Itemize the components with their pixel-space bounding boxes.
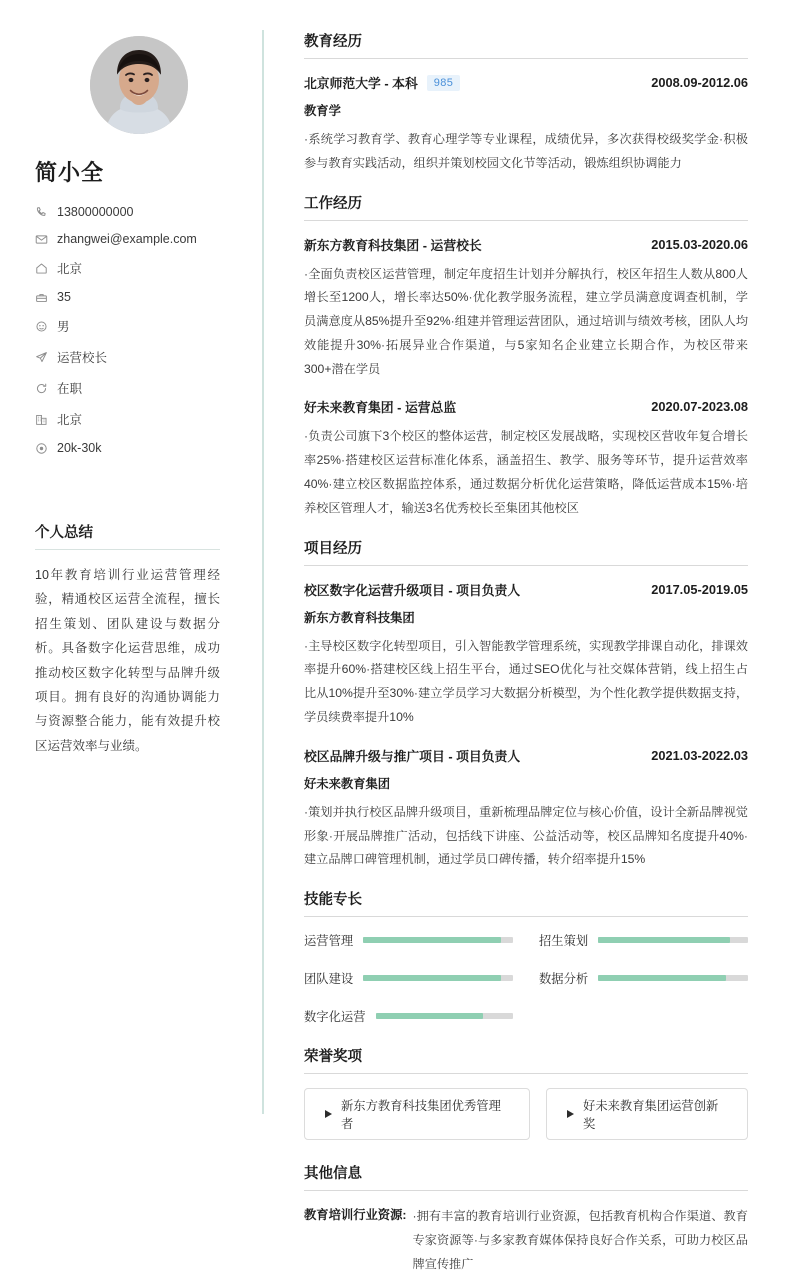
awards-section bbox=[304, 1045, 748, 1140]
education-title: 教育经历 bbox=[304, 30, 748, 59]
project-entry bbox=[304, 746, 748, 872]
contact-list bbox=[35, 205, 242, 455]
education-entry bbox=[304, 73, 748, 176]
person-name: 简小全 bbox=[35, 160, 105, 185]
avatar bbox=[90, 36, 188, 134]
contact-value: 北京 bbox=[57, 262, 83, 276]
building-icon bbox=[35, 413, 53, 426]
award-label: 好未来教育集团运营创新奖 bbox=[583, 1099, 719, 1132]
education-date: 2008.09-2012.06 bbox=[651, 75, 748, 90]
skill-track bbox=[598, 975, 748, 981]
other-text: ·拥有丰富的教育培训行业资源，包括教育机构合作渠道、教育专家资源等·与多家教育媒体保持良好合作关系，可助力校区品牌宣传推广 bbox=[412, 1209, 748, 1271]
contact-position bbox=[35, 348, 242, 366]
other-section bbox=[304, 1162, 748, 1276]
other-row bbox=[304, 1205, 748, 1276]
other-label: 教育培训行业资源: bbox=[304, 1208, 407, 1223]
skills-section bbox=[304, 888, 748, 1025]
contact-salary bbox=[35, 441, 242, 455]
envelope-icon bbox=[35, 233, 53, 246]
triangle-icon bbox=[325, 1110, 332, 1118]
skill-label: 团队建设 bbox=[304, 972, 354, 987]
skill-fill bbox=[598, 937, 730, 943]
contact-email bbox=[35, 232, 242, 246]
contact-value: 13800000000 bbox=[57, 205, 134, 219]
other-title: 其他信息 bbox=[304, 1162, 748, 1191]
skill-fill bbox=[363, 937, 501, 943]
triangle-icon bbox=[567, 1110, 574, 1118]
skill-label: 数字化运营 bbox=[304, 1010, 366, 1025]
skill-label: 数据分析 bbox=[539, 972, 589, 987]
paper-plane-icon bbox=[35, 351, 53, 364]
work-entry-head bbox=[304, 235, 748, 254]
work-entry-head bbox=[304, 397, 748, 416]
projects-title: 项目经历 bbox=[304, 537, 748, 566]
skills-title: 技能专长 bbox=[304, 888, 748, 917]
project-entry-head bbox=[304, 746, 748, 765]
work-date: 2015.03-2020.06 bbox=[651, 236, 748, 252]
project-entry bbox=[304, 580, 748, 730]
project-org: 好未来教育集团 bbox=[304, 776, 391, 791]
education-entry-head bbox=[304, 73, 748, 92]
contact-value: 35 bbox=[57, 290, 71, 304]
skill-fill bbox=[376, 1013, 483, 1019]
skill-track bbox=[598, 937, 748, 943]
summary-text: 10年教育培训行业运营管理经验，精通校区运营全流程，擅长招生策划、团队建设与数据分析。具备数字化运营思维，成功推动校区数字化转型与品牌升级项目。拥有良好的沟通协调能力与资源整合能力，能有效提升校区运营效率与业绩。 bbox=[35, 568, 220, 753]
project-name: 校区数字化运营升级项目 - 项目负责人 bbox=[304, 582, 521, 598]
contact-value: 北京 bbox=[57, 413, 83, 427]
skill-item bbox=[539, 969, 748, 987]
project-desc: ·主导校区数字化转型项目，引入智能教学管理系统，实现教学排课自动化，排课效率提升60%·搭建校区线上招生平台，通过SEO优化与社交媒体营销，线上招生占比从10%提升至30%·建立学员学习大数据分析模型，为个性化教学提供数据支持，学员续费率提升10% bbox=[304, 638, 748, 724]
award-item[interactable] bbox=[546, 1088, 748, 1140]
education-desc: ·系统学习教育学、教育心理学等专业课程，成绩优异，多次获得校级奖学金·积极参与教育实践活动，组织并策划校园文化节等活动，锻炼组织协调能力 bbox=[304, 132, 748, 170]
face-icon bbox=[35, 320, 53, 333]
contact-value: 20k-30k bbox=[57, 441, 102, 455]
contact-value: 男 bbox=[57, 320, 70, 334]
project-desc: ·策划并执行校区品牌升级项目，重新梳理品牌定位与核心价值，设计全新品牌视觉形象·开展品牌推广活动，包括线下讲座、公益活动等，校区品牌知名度提升40%·建立品牌口碑管理机制，通过学员口碑传播，转介绍率提升15% bbox=[304, 804, 748, 867]
skill-label: 招生策划 bbox=[539, 934, 589, 949]
project-name: 校区品牌升级与推广项目 - 项目负责人 bbox=[304, 748, 521, 764]
skill-item bbox=[539, 931, 748, 949]
briefcase-icon bbox=[35, 291, 53, 304]
project-org: 新东方教育科技集团 bbox=[304, 610, 415, 625]
work-desc: ·负责公司旗下3个校区的整体运营，制定校区发展战略，实现校区营收年复合增长率25%·搭建校区运营标准化体系，涵盖招生、教学、服务等环节，提升运营效率40%·建立校区数据监控体系，通过数据分析优化运营策略，降低运营成本15%·培养校区管理人才，输送3名优秀校长至集团其他校区 bbox=[304, 429, 748, 515]
work-desc: ·全面负责校区运营管理，制定年度招生计划并分解执行，校区年招生人数从800人增长至1200人，增长率达50%·优化教学服务流程，建立学员满意度调查机制，学员满意度从85%提升至92%·组建并管理运营团队，通过培训与绩效考核，团队人均效能提升30%·拓展异业合作渠道，与5家知名企业建立长期合作，为校区带来300+潜在学员 bbox=[304, 266, 748, 376]
skill-track bbox=[376, 1013, 514, 1019]
education-major: 教育学 bbox=[304, 104, 341, 118]
work-title: 工作经历 bbox=[304, 192, 748, 221]
education-school: 北京师范大学 - 本科 bbox=[304, 76, 418, 91]
contact-status bbox=[35, 379, 242, 397]
education-badge: 985 bbox=[427, 75, 461, 91]
work-section bbox=[304, 192, 748, 521]
project-date: 2021.03-2022.03 bbox=[651, 747, 748, 763]
award-row bbox=[304, 1088, 748, 1140]
contact-city bbox=[35, 410, 242, 428]
skill-grid bbox=[304, 931, 748, 1025]
main-content bbox=[264, 0, 794, 1271]
avatar-wrap bbox=[35, 36, 242, 134]
contact-value: 运营校长 bbox=[57, 351, 108, 365]
work-entry bbox=[304, 397, 748, 520]
contact-value: zhangwei@example.com bbox=[57, 232, 197, 246]
work-company: 好未来教育集团 - 运营总监 bbox=[304, 400, 457, 416]
work-entry bbox=[304, 235, 748, 382]
contact-age bbox=[35, 290, 242, 304]
contact-location bbox=[35, 259, 242, 277]
skill-label: 运营管理 bbox=[304, 934, 354, 949]
refresh-icon bbox=[35, 382, 53, 395]
award-label: 新东方教育科技集团优秀管理者 bbox=[341, 1099, 501, 1132]
skill-fill bbox=[598, 975, 725, 981]
award-item[interactable] bbox=[304, 1088, 530, 1140]
work-company: 新东方教育科技集团 - 运营校长 bbox=[304, 237, 482, 253]
skill-item bbox=[304, 1007, 513, 1025]
contact-gender bbox=[35, 317, 242, 335]
skill-item bbox=[304, 969, 513, 987]
summary-title: 个人总结 bbox=[35, 521, 220, 550]
contact-value: 在职 bbox=[57, 382, 83, 396]
project-entry-head bbox=[304, 580, 748, 599]
skill-track bbox=[363, 937, 513, 943]
sidebar bbox=[0, 0, 264, 1142]
project-date: 2017.05-2019.05 bbox=[651, 581, 748, 597]
awards-title: 荣誉奖项 bbox=[304, 1045, 748, 1074]
home-icon bbox=[35, 262, 53, 275]
work-date: 2020.07-2023.08 bbox=[651, 399, 748, 415]
projects-section bbox=[304, 537, 748, 872]
phone-icon bbox=[35, 206, 53, 219]
contact-phone bbox=[35, 205, 242, 219]
skill-fill bbox=[363, 975, 501, 981]
skill-track bbox=[363, 975, 513, 981]
skill-item bbox=[304, 931, 513, 949]
summary-section bbox=[35, 521, 242, 758]
education-section bbox=[304, 30, 748, 176]
target-icon bbox=[35, 442, 53, 455]
